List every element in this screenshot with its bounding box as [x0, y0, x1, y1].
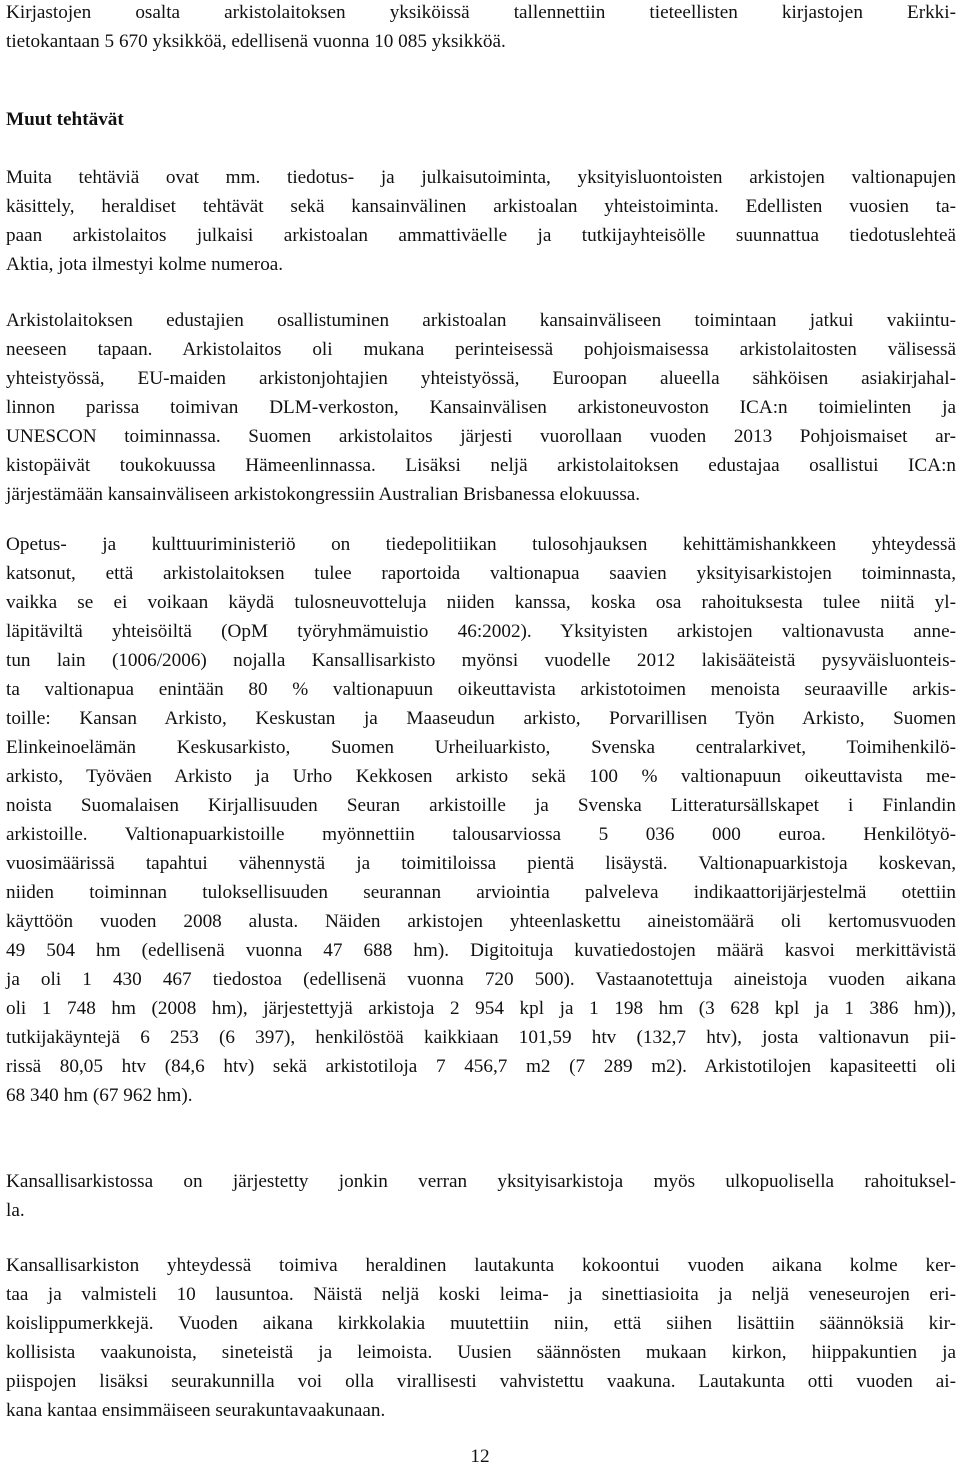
paragraph-line: Muita tehtäviä ovat mm. tiedotus- ja julkaisutoiminta, yksityisluontoisten arkistojen valtionapujen: [6, 167, 956, 188]
paragraph-line: taa ja valmisteli 10 lausuntoa. Näistä neljä koski leima- ja sinettiasioita ja neljä veneseurojen eri-: [6, 1284, 956, 1305]
paragraph-line: ta valtionapua enintään 80 % valtionapuun oikeuttavista arkistotoimen menoista seuraaville arkis-: [6, 679, 956, 700]
paragraph-line: Opetus- ja kulttuuriministeriö on tiedepolitiikan tulosohjauksen kehittämishankkeen yhteydessä: [6, 534, 956, 555]
paragraph-line: kana kantaa ensimmäiseen seurakuntavaakunaan.: [6, 1400, 386, 1421]
paragraph-line: ja oli 1 430 467 tiedostoa (edellisenä vuonna 720 500). Vastaanotettuja aineistoja vuoden aikana: [6, 969, 956, 990]
paragraph-line: vuosimäärissä tapahtui vähennystä ja toimitiloissa pientä lisäystä. Valtionapuarkistoja koskevan,: [6, 853, 956, 874]
paragraph-line: vaikka se ei voikaan käydä tulosneuvotteluja niiden kanssa, koska osa rahoituksesta tulee niitä yl-: [6, 592, 956, 613]
paragraph-line: Elinkeinoelämän Keskusarkisto, Suomen Urheiluarkisto, Svenska centralarkivet, Toimihenkilö-: [6, 737, 956, 758]
paragraph-line: läpitäviltä yhteisöiltä (OpM työryhmämuistio 46:2002). Yksityisten arkistojen valtionavusta anne-: [6, 621, 956, 642]
paragraph-line: kistopäivät toukokuussa Hämeenlinnassa. Lisäksi neljä arkistolaitoksen edustajaa osallistui ICA:n: [6, 455, 956, 476]
paragraph-line: noista Suomalaisen Kirjallisuuden Seuran arkistoille ja Svenska Litteratursällskapet i Finlandin: [6, 795, 956, 816]
paragraph-line: neeseen tapaan. Arkistolaitos oli mukana perinteisessä pohjoismaisessa arkistolaitosten välisessä: [6, 339, 956, 360]
paragraph-line: tutkijakäyntejä 6 253 (6 397), henkilöstöä kaikkiaan 101,59 htv (132,7 htv), josta valtionavun pii-: [6, 1027, 956, 1048]
paragraph-line: käyttöön vuoden 2008 alusta. Näiden arkistojen yhteenlaskettu aineistomäärä oli kertomusvuoden: [6, 911, 956, 932]
paragraph-line: järjestämään kansainväliseen arkistokongressiin Australian Brisbanessa elokuussa.: [6, 484, 641, 505]
paragraph-line: katsonut, että arkistolaitoksen tulee raportoida valtionapua saavien yksityisarkistojen toiminnasta,: [6, 563, 956, 584]
paragraph-line: toille: Kansan Arkisto, Keskustan ja Maaseudun arkisto, Porvarillisen Työn Arkisto, Suomen: [6, 708, 956, 729]
paragraph-line: koislippumerkkejä. Vuoden aikana kirkkolakia muutettiin niin, että siihen lisättiin säännöksiä kir-: [6, 1313, 956, 1334]
paragraph-line: piispojen lisäksi seurakunnilla voi olla virallisesti vahvistettu vaakuna. Lautakunta otti vuoden ai-: [6, 1371, 956, 1392]
paragraph-line: Kansallisarkistossa on järjestetty jonkin verran yksityisarkistoja myös ulkopuolisella rahoituksel-: [6, 1171, 956, 1192]
paragraph-line: yhteistyössä, EU-maiden arkistonjohtajien yhteistyössä, Euroopan alueella sähköisen asiakirjahal-: [6, 368, 956, 389]
paragraph-line: niiden toiminnan tuloksellisuuden seurannan arviointia palveleva indikaattorijärjestelmä otettiin: [6, 882, 956, 903]
paragraph-line: UNESCON toiminnassa. Suomen arkistolaitos järjesti vuorollaan vuoden 2013 Pohjoismaiset ar-: [6, 426, 956, 447]
paragraph-line: Kansallisarkiston yhteydessä toimiva heraldinen lautakunta kokoontui vuoden aikana kolme ker-: [6, 1255, 956, 1276]
paragraph-line: oli 1 748 hm (2008 hm), järjestettyjä arkistoja 2 954 kpl ja 1 198 hm (3 628 kpl ja 1 386 hm)),: [6, 998, 956, 1019]
paragraph-line: Kirjastojen osalta arkistolaitoksen yksiköissä tallennettiin tieteellisten kirjastojen Erkki-: [6, 2, 956, 23]
paragraph-line: 49 504 hm (edellisenä vuonna 47 688 hm). Digitoituja kuvatiedostojen määrä kasvoi merkittävistä: [6, 940, 956, 961]
paragraph-line: Arkistolaitoksen edustajien osallistuminen arkistoalan kansainväliseen toimintaan jatkui vakiintu-: [6, 310, 956, 331]
paragraph-line: tun lain (1006/2006) nojalla Kansallisarkisto myönsi vuodelle 2012 lakisääteistä pysyväisluonteis-: [6, 650, 956, 671]
section-heading: Muut tehtävät: [6, 109, 124, 130]
paragraph-line: la.: [6, 1200, 25, 1221]
paragraph-line: käsittely, heraldiset tehtävät sekä kansainvälinen arkistoalan yhteistoiminta. Edellisten vuosien ta-: [6, 196, 956, 217]
paragraph-line: linnon parissa toimivan DLM-verkoston, Kansainvälisen arkistoneuvoston ICA:n toimielinten ja: [6, 397, 956, 418]
paragraph-line: rissä 80,05 htv (84,6 htv) sekä arkistotiloja 7 456,7 m2 (7 289 m2). Arkistotilojen kapasiteetti oli: [6, 1056, 956, 1077]
paragraph-line: paan arkistolaitos julkaisi arkistoalan ammattiväelle ja tutkijayhteisölle suunnattua tiedotuslehteä: [6, 225, 956, 246]
paragraph-line: arkisto, Työväen Arkisto ja Urho Kekkosen arkisto sekä 100 % valtionapuun oikeuttavista me-: [6, 766, 956, 787]
paragraph-line: arkistoille. Valtionapuarkistoille myönnettiin talousarviossa 5 036 000 euroa. Henkilötyö-: [6, 824, 956, 845]
paragraph-line: tietokantaan 5 670 yksikköä, edellisenä vuonna 10 085 yksikköä.: [6, 31, 506, 52]
paragraph-line: kollisista vaakunoista, sineteistä ja leimoista. Uusien säännösten mukaan kirkon, hiippakuntien ja: [6, 1342, 956, 1363]
paragraph-line: 68 340 hm (67 962 hm).: [6, 1085, 193, 1106]
page-number: 12: [470, 1446, 490, 1467]
paragraph-line: Aktia, jota ilmestyi kolme numeroa.: [6, 254, 284, 275]
